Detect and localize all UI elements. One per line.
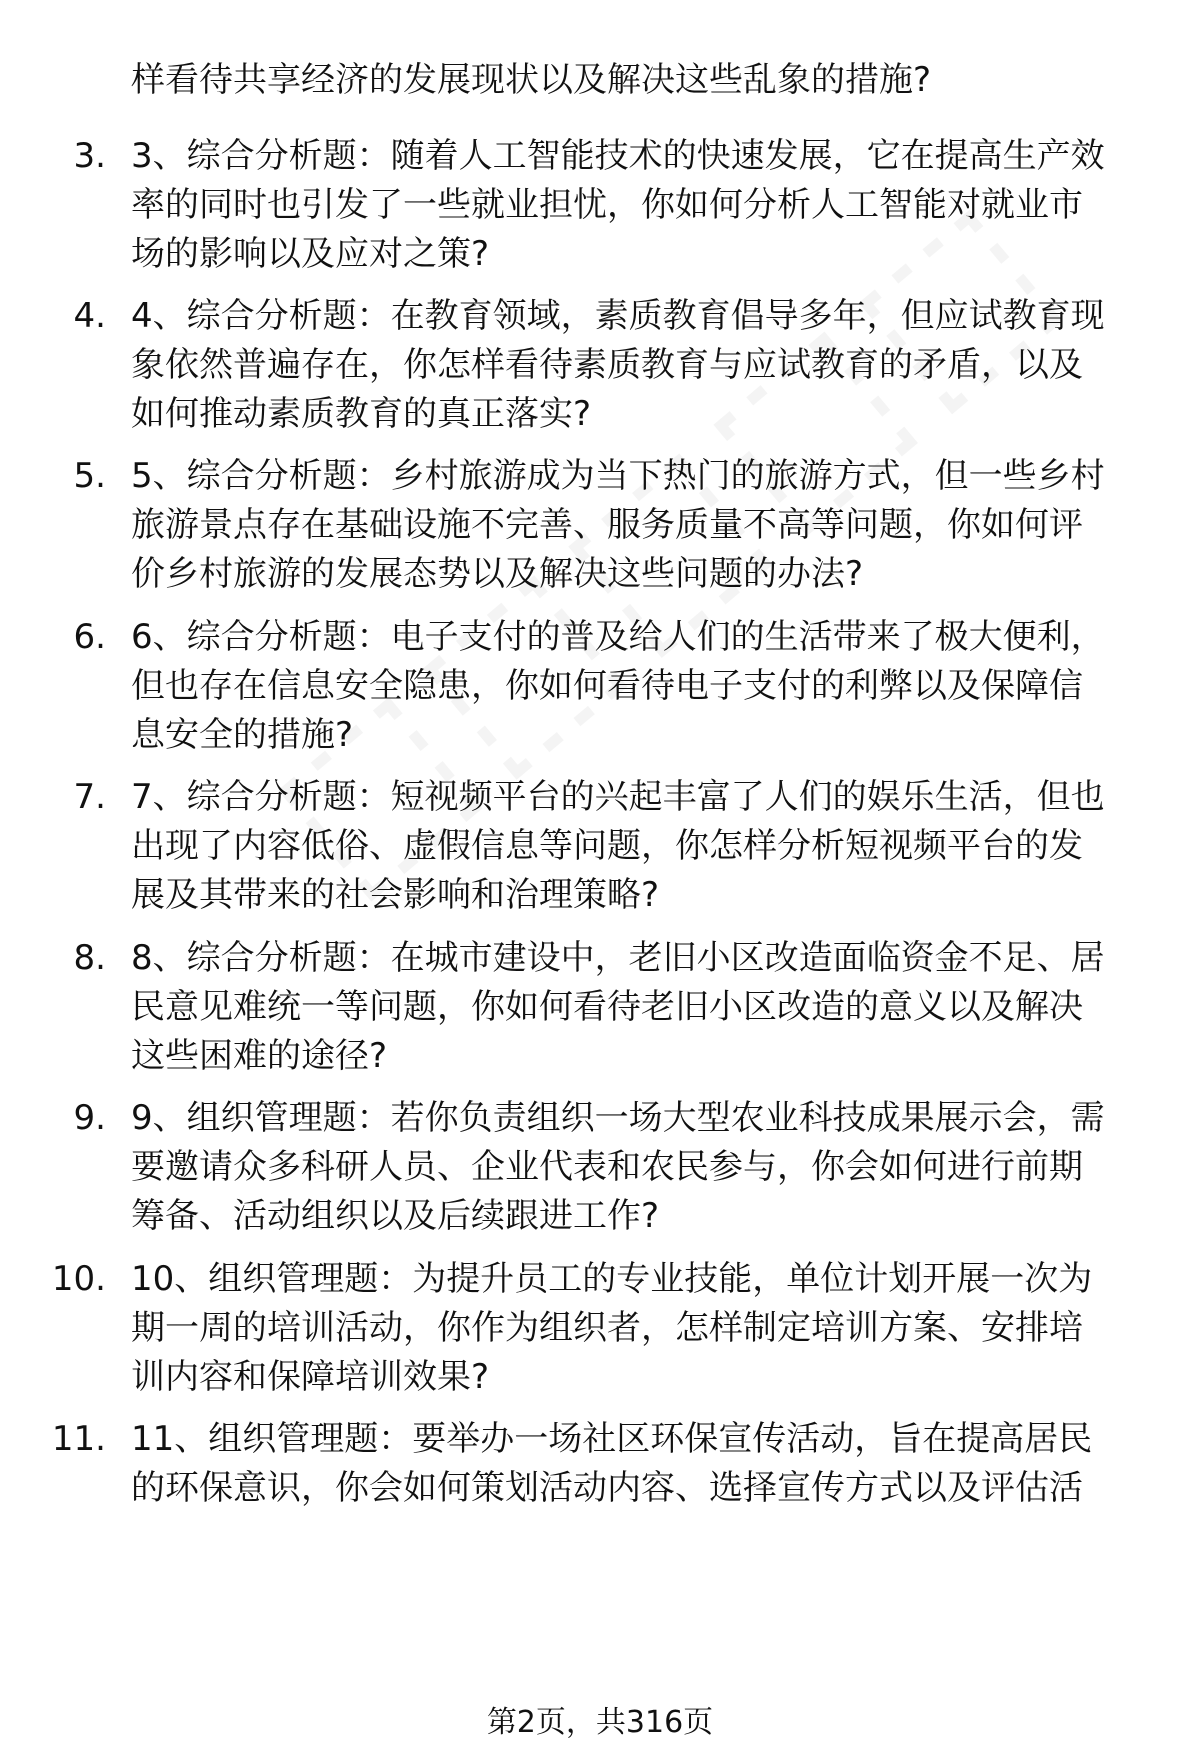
item-line: 展及其带来的社会影响和治理策略? [131, 875, 660, 915]
item-text [131, 613, 1171, 760]
item-number: 5. [73, 456, 106, 496]
item-number: 11. [51, 1419, 106, 1459]
item-line: 价乡村旅游的发展态势以及解决这些问题的办法? [131, 554, 864, 594]
item-text [131, 1255, 1171, 1402]
item-line: 7、综合分析题：短视频平台的兴起丰富了人们的娱乐生活，但也 [131, 777, 1105, 817]
item-line: 要邀请众多科研人员、企业代表和农民参与，你会如何进行前期 [131, 1147, 1083, 1187]
item-line: 出现了内容低俗、虚假信息等问题，你怎样分析短视频平台的发 [131, 826, 1083, 866]
item-line: 率的同时也引发了一些就业担忧，你如何分析人工智能对就业市 [131, 185, 1083, 225]
item-number: 8. [73, 938, 106, 978]
item-line: 6、综合分析题：电子支付的普及给人们的生活带来了极大便利， [131, 617, 1105, 657]
item-line: 期一周的培训活动，你作为组织者，怎样制定培训方案、安排培 [131, 1308, 1083, 1348]
item-text [131, 132, 1171, 279]
item-line: 这些困难的途径? [131, 1036, 388, 1076]
item-line: 3、综合分析题：随着人工智能技术的快速发展，它在提高生产效 [131, 136, 1105, 176]
item-line: 5、综合分析题：乡村旅游成为当下热门的旅游方式，但一些乡村 [131, 456, 1105, 496]
item-text [131, 1094, 1171, 1241]
item-number: 7. [73, 777, 106, 817]
item-line: 11、组织管理题：要举办一场社区环保宣传活动，旨在提高居民 [131, 1419, 1093, 1459]
item-line: 4、综合分析题：在教育领域，素质教育倡导多年，但应试教育现 [131, 296, 1105, 336]
item-text [131, 934, 1171, 1081]
item-number: 9. [73, 1098, 106, 1138]
item-line: 民意见难统一等问题，你如何看待老旧小区改造的意义以及解决 [131, 987, 1083, 1027]
item-line: 9、组织管理题：若你负责组织一场大型农业科技成果展示会，需 [131, 1098, 1105, 1138]
item-line: 旅游景点存在基础设施不完善、服务质量不高等问题，你如何评 [131, 505, 1083, 545]
item-line: 8、综合分析题：在城市建设中，老旧小区改造面临资金不足、居 [131, 938, 1105, 978]
item-line: 10、组织管理题：为提升员工的专业技能，单位计划开展一次为 [131, 1259, 1093, 1299]
item-text [131, 773, 1171, 920]
item-line: 的环保意识，你会如何策划活动内容、选择宣传方式以及评估活 [131, 1468, 1083, 1508]
item-line: 息安全的措施? [131, 715, 354, 755]
item-line: 如何推动素质教育的真正落实? [131, 394, 592, 434]
item-number: 6. [73, 617, 106, 657]
item-line: 象依然普遍存在，你怎样看待素质教育与应试教育的矛盾，以及 [131, 345, 1083, 385]
page-footer: 第2页，共316页 [486, 1705, 714, 1740]
item-text [131, 292, 1171, 439]
item-line: 训内容和保障培训效果? [131, 1357, 490, 1397]
item-text [131, 452, 1171, 599]
item-line: 但也存在信息安全隐患，你如何看待电子支付的利弊以及保障信 [131, 666, 1083, 706]
item-number: 10. [51, 1259, 106, 1299]
continuation-line: 样看待共享经济的发展现状以及解决这些乱象的措施? [131, 60, 932, 100]
item-line: 场的影响以及应对之策? [131, 234, 490, 274]
item-text [131, 1415, 1171, 1513]
item-number: 4. [73, 296, 106, 336]
item-line: 筹备、活动组织以及后续跟进工作? [131, 1196, 660, 1236]
item-number: 3. [73, 136, 106, 176]
